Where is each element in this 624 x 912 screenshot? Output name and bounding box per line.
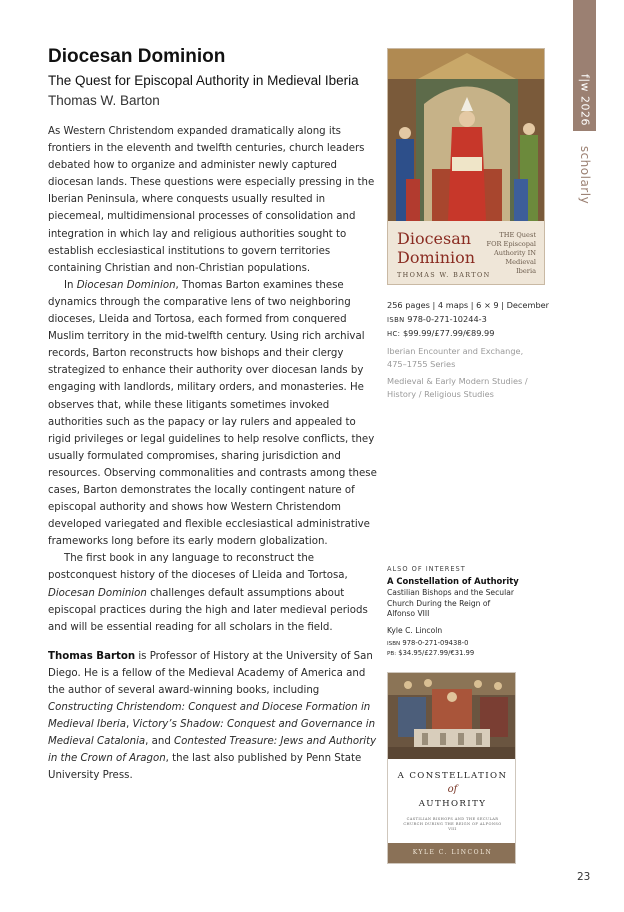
- book-series: Iberian Encounter and Exchange, 475–1755 Series: [387, 345, 524, 369]
- related-cover-title-2: AUTHORITY: [418, 799, 487, 809]
- book-author: Thomas W. Barton: [48, 93, 160, 108]
- cover-title: Diocesan Dominion: [397, 229, 476, 267]
- book-title: Diocesan Dominion: [48, 46, 226, 67]
- also-of-interest-label: ALSO OF INTEREST: [387, 565, 466, 573]
- author-bio: Thomas Barton is Professor of History at the University of San Diego. He is a fellow of the Medieval Academy of America and the author of several award-winning books, including Constructing Christendom: Conquest and Diocese Formation in Medieval Iberia, Victory’s Shadow: Conquest and Governance in Medieval Catalonia, and Contested Treasure: Jews and Authority in the Crown of Aragon, the last also published by Penn State University Press.: [48, 650, 377, 782]
- related-cover-title-1: A CONSTELLATION: [397, 771, 508, 781]
- description-paragraph-3: The first book in any language to reconstruct the postconquest history of the dioceses of Lleida and Tortosa, Diocesan Dominion challenges default assumptions about episcopal practices during the high and later medieval periods and will be essential reading for all scholars in the field.: [48, 553, 368, 633]
- related-book-author: Kyle C. Lincoln: [387, 625, 443, 635]
- related-book-title: A Constellation of Authority: [387, 576, 519, 586]
- cover-painting: [388, 49, 545, 221]
- book-cover-image: [387, 48, 545, 285]
- book-subtitle: The Quest for Episcopal Authority in Medieval Iberia: [48, 73, 359, 88]
- related-cover-painting: [388, 673, 516, 759]
- also-of-interest: [387, 565, 537, 660]
- book-subjects: Medieval & Early Modern Studies / History / Religious Studies: [387, 375, 528, 399]
- season-label: f|w 2026: [578, 73, 591, 127]
- related-book-cover-image: [387, 672, 516, 864]
- bio-author-name: Thomas Barton: [48, 650, 136, 662]
- description-paragraph-2: In Diocesan Dominion, Thomas Barton examines these dynamics through the comparative lens of two neighboring dioceses, Lleida and Tortosa, each formed from conquered Muslim territory in the mid-twelfth century. Using rich archival records, Barton reconstructs how bishops and their clergy strategized to enhance their authority over diocesan lands by engaging with landlords, military orders, and monasteries. He observes that, while these litigants sometimes invoked authorities such as the papacy or lay rulers and appealed to rigid privileges or legal guidelines to help resolve conflicts, they usually formulated compromises, sharing jurisdiction and resources. Observing commonalities and contrasts among these cases, Barton demonstrates the locally contingent nature of episcopal authority and shows how Western Christendom developed variegated and flexible ecclesiastical administrative frameworks long before its early modern globalization.: [48, 279, 377, 548]
- category-label: scholarly: [577, 145, 592, 205]
- description-paragraph-1: As Western Christendom expanded dramatically along its frontiers in the eleventh and twelfth centuries, church leaders debated how to organize and administer newly captured diocesan lands. These questions were especially pressing in the Iberian Peninsula, where conquests usually resulted in piecemeal, multidimensional processes of consolidation and integration in which lay and religious authorities sought to establish ecclesiastical institutions to govern territories containing Christian and non-Christian populations.: [48, 126, 375, 274]
- related-cover-author-bar: KYLE C. LINCOLN: [388, 843, 516, 863]
- related-book-isbn: ISBN 978-0-271-09438-0 PB: $34.95/£27.99/€31.99: [387, 638, 475, 657]
- book-price: HC: $99.99/£77.99/€89.99: [387, 328, 495, 338]
- book-isbn: ISBN 978-0-271-10244-3: [387, 313, 487, 324]
- book-specs: 256 pages | 4 maps | 6 × 9 | December: [387, 300, 550, 310]
- main-column: [48, 46, 378, 785]
- related-cover-title-of: of: [447, 784, 458, 795]
- related-cover-subtitle: CASTILIAN BISHOPS AND THE SECULAR CHURCH DURING THE REIGN OF ALFONSO VIII: [403, 817, 502, 831]
- cover-subtitle: THE Quest FOR Episcopal Authority IN Medieval Iberia: [486, 231, 536, 275]
- page-number: 23: [577, 871, 591, 883]
- related-book-subtitle: Castilian Bishops and the Secular Church During the Reign of Alfonso VIII: [387, 588, 514, 618]
- book-metadata: [387, 299, 557, 402]
- cover-author: THOMAS W. BARTON: [397, 271, 491, 279]
- book-description: [48, 123, 378, 636]
